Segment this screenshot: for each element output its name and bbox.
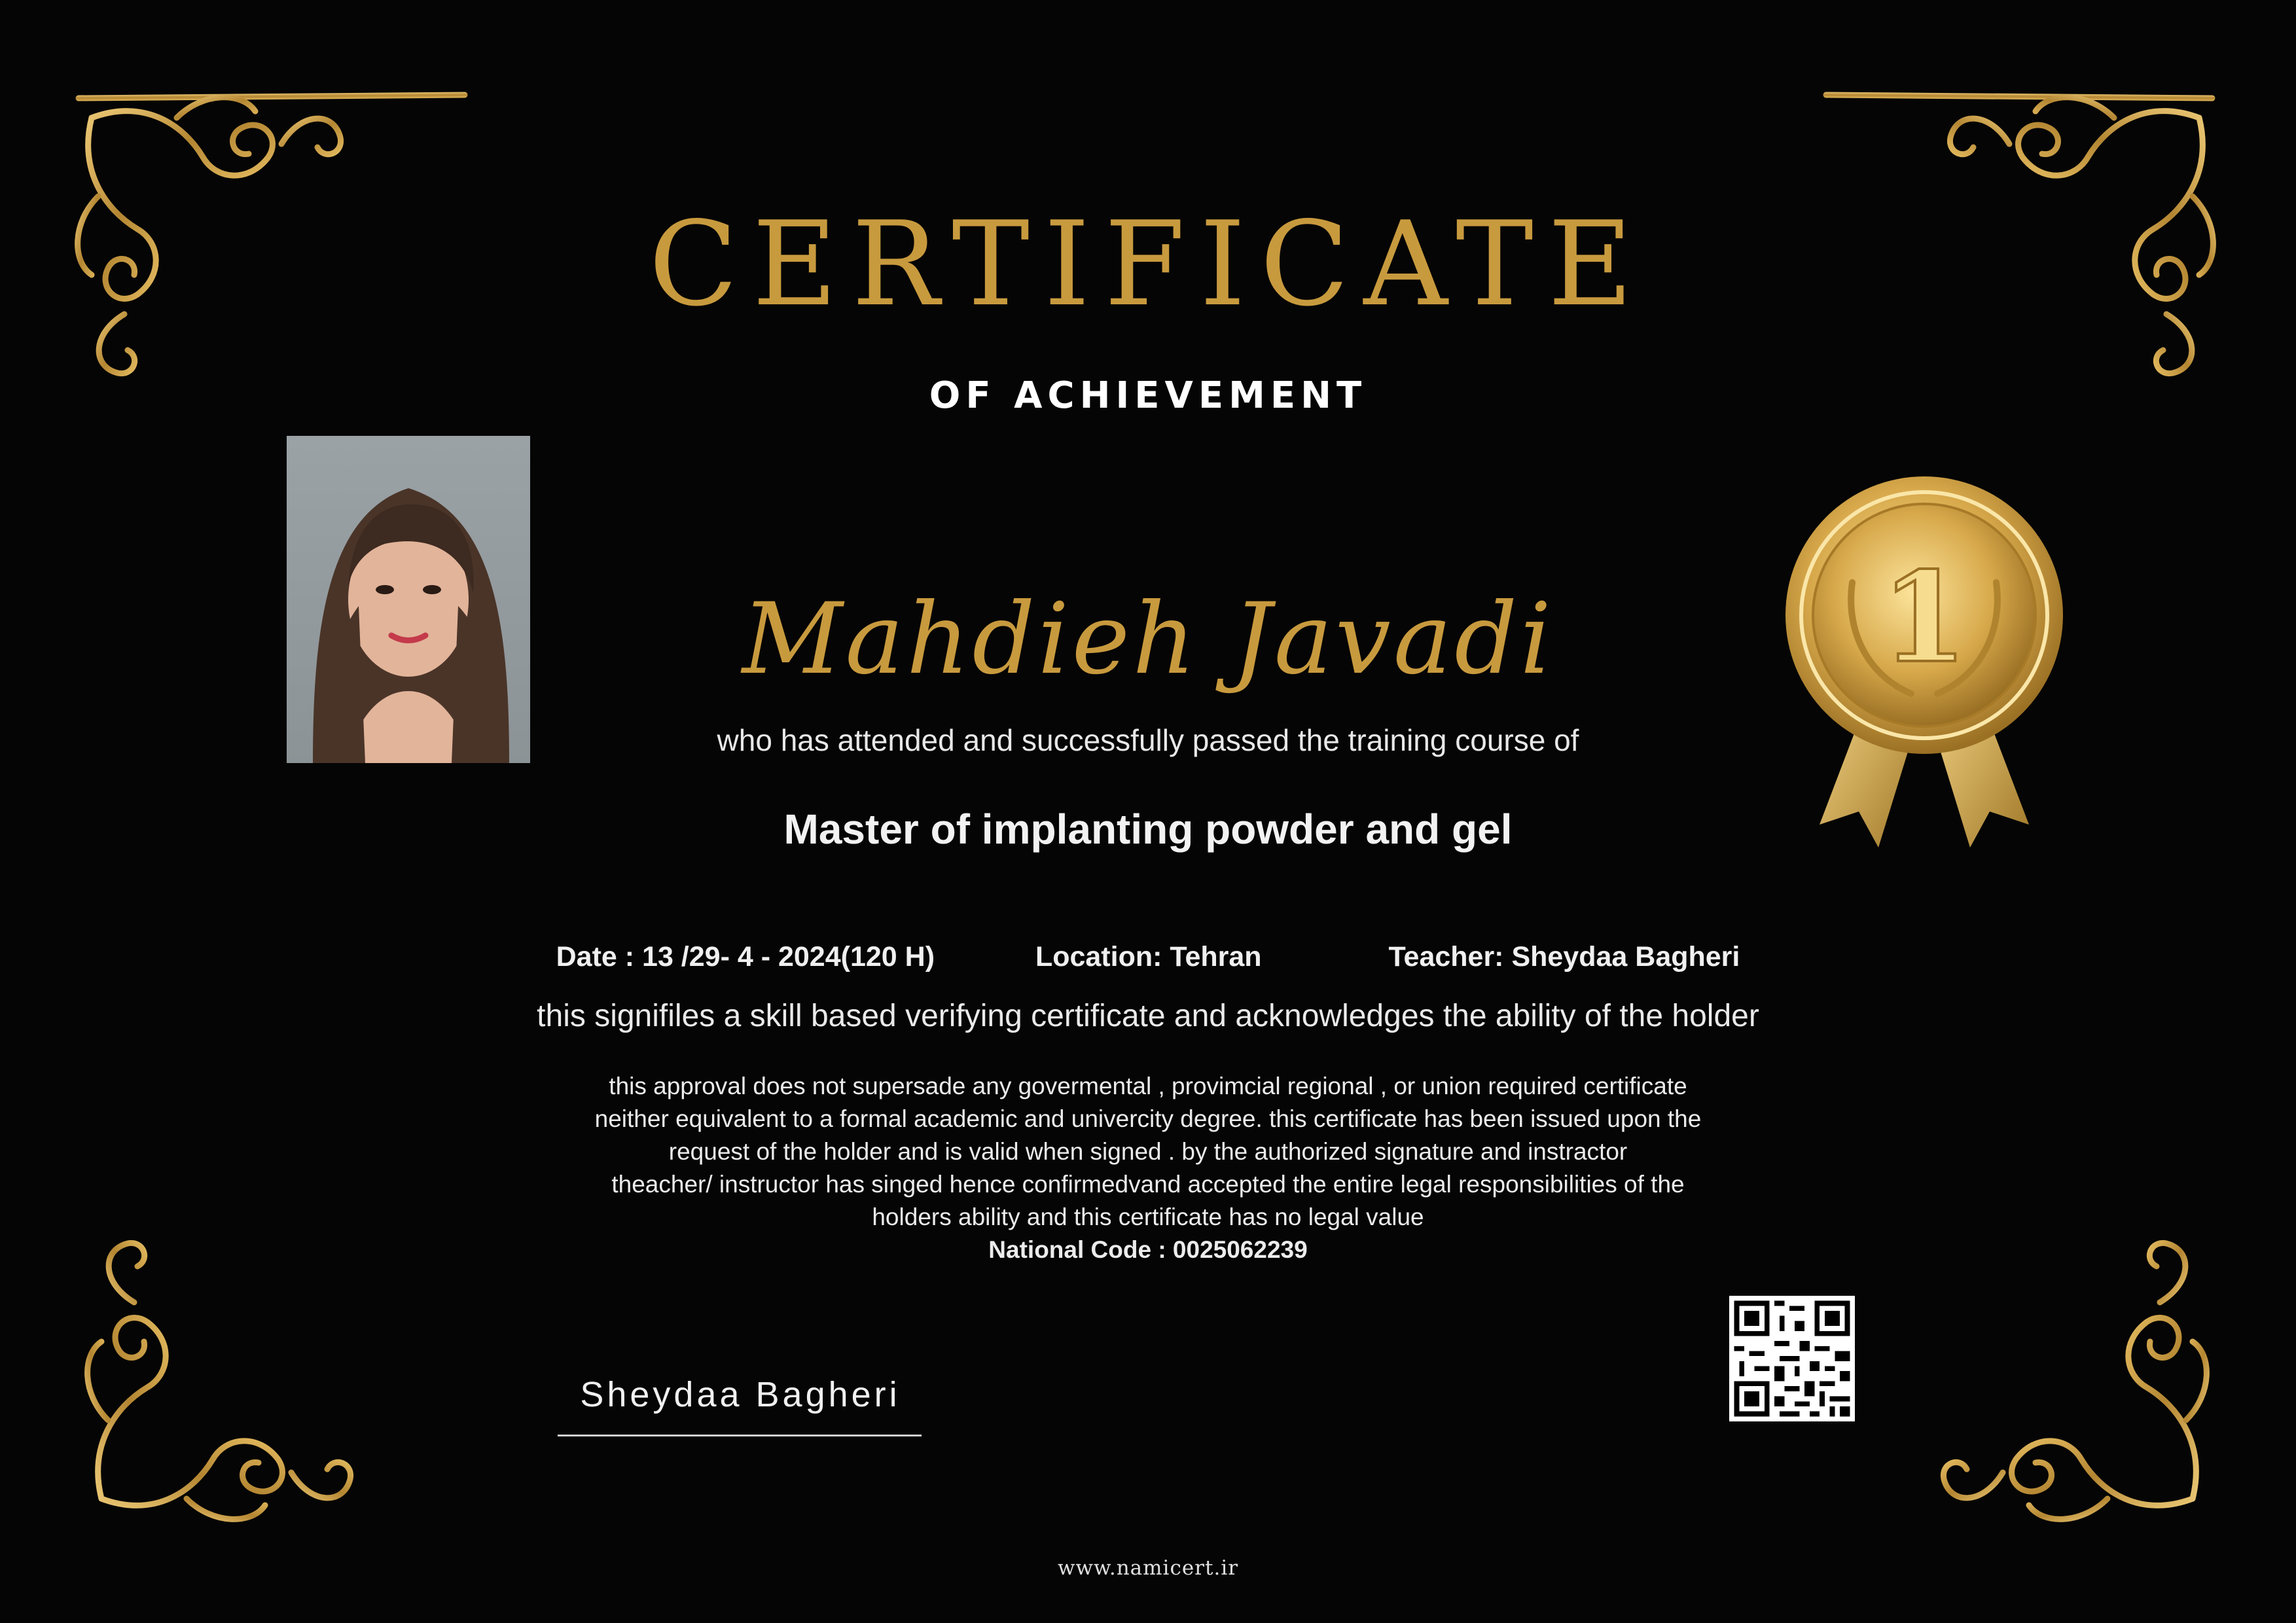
disclaimer-line: request of the holder and is valid when signed . by the authorized signature and instractor (668, 1138, 1628, 1165)
recipient-name: Mahdieh Javadi (742, 582, 1554, 696)
national-code-label: National Code : (988, 1236, 1173, 1263)
national-code-value: 0025062239 (1172, 1236, 1308, 1263)
national-code (0, 1234, 2296, 1266)
signifies-text: this signifiles a skill based verifying certificate and acknowledges the ability of the holder (537, 999, 1759, 1033)
disclaimer-line: neither equivalent to a formal academic and univercity degree. this certificate has been issued upon the (594, 1105, 1702, 1132)
disclaimer-line: holders ability and this certificate has no legal value (872, 1204, 1424, 1230)
signature-line (558, 1435, 922, 1436)
medal-number: 1 (1880, 544, 1968, 690)
certificate-title: CERTIFICATE (649, 196, 1647, 332)
disclaimer-line: theacher/ instructor has singed hence confirmedvand accepted the entire legal responsibilities of the (611, 1171, 1685, 1198)
teacher-label: Teacher: (1388, 941, 1512, 972)
disclaimer-paragraph (0, 1070, 2296, 1266)
date-label: Date : (556, 941, 643, 972)
website-url: www.namicert.ir (1057, 1556, 1239, 1580)
disclaimer-line: this approval does not supersade any govermental , provimcial regional , or union required certificate (609, 1073, 1687, 1099)
date-value: 13 /29- 4 - 2024(120 H) (642, 941, 935, 972)
signature-name: Sheydaa Bagheri (580, 1375, 901, 1414)
teacher-value: Sheydaa Bagheri (1511, 941, 1740, 972)
location-value: Tehran (1170, 941, 1262, 972)
qr-code-icon (1729, 1296, 1855, 1421)
certificate-subtitle: OF ACHIEVEMENT (929, 374, 1367, 417)
course-info-row (0, 941, 2296, 973)
attended-text: who has attended and successfully passed the training course of (717, 723, 1579, 757)
location-label: Location: (1035, 941, 1170, 972)
course-name: Master of implanting powder and gel (783, 806, 1513, 853)
